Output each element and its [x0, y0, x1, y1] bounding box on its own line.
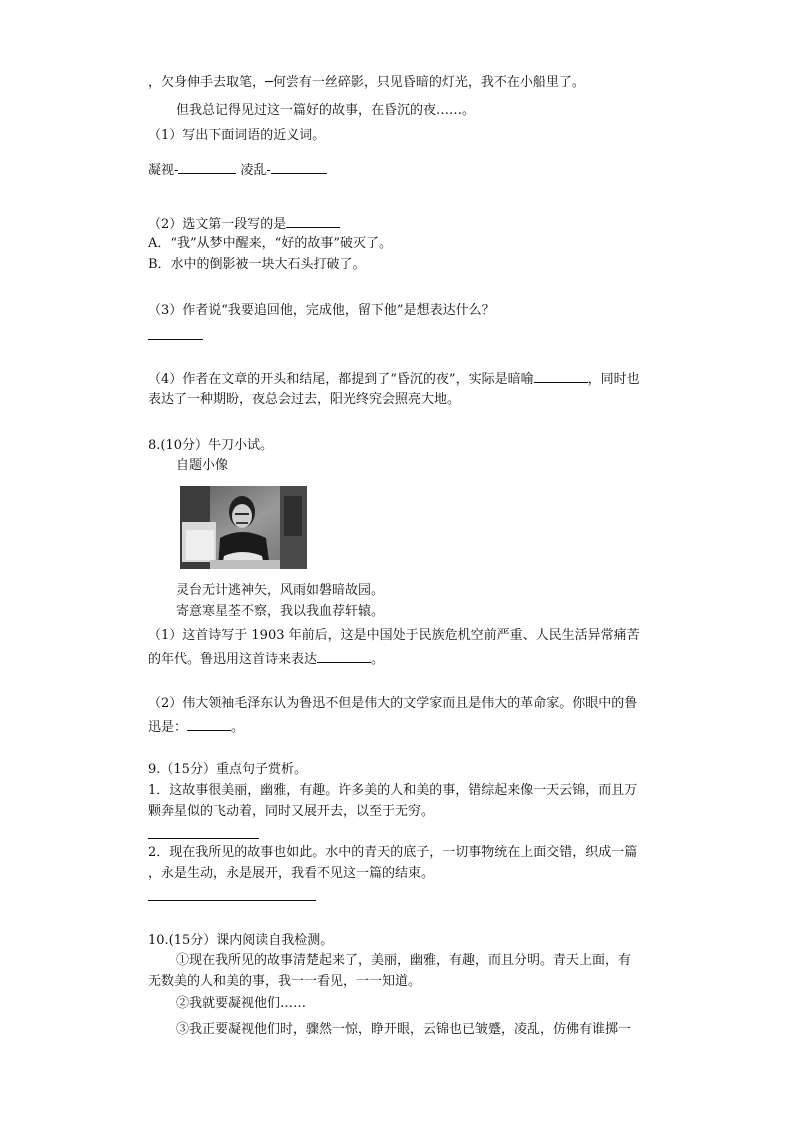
question-heading: 9.（15分）重点句子赏析。 [148, 762, 307, 777]
sentence-item: 2．现在我所见的故事也如此。水中的青天的底子，一切事物统在上面交错，织成一篇 [148, 845, 638, 860]
word-label: 凌乱- [240, 163, 271, 178]
answer-blank[interactable] [317, 650, 371, 663]
prompt-text: 。 [371, 652, 385, 667]
sentence-item: 1．这故事很美丽，幽雅，有趣。许多美的人和美的事，错综起来像一天云锦，而且万 [148, 783, 638, 798]
prompt-text: 的年代。鲁迅用这首诗来表达 [148, 652, 318, 667]
answer-blank[interactable] [187, 718, 231, 731]
portrait-photo [180, 486, 307, 569]
question-prompt: （3）作者说“我要追回他，完成他，留下他”是想表达什么？ [148, 303, 495, 318]
prompt-continuation [148, 650, 384, 668]
answer-blank[interactable] [178, 161, 236, 174]
prompt-text: （4）作者在文章的开头和结尾，都提到了“昏沉的夜”，实际是暗喻 [148, 372, 534, 387]
reading-paragraph: ③我正要凝视他们时，骤然一惊，睁开眼，云锦也已皱蹙，凌乱，仿佛有谁掷一 [176, 1022, 632, 1037]
prompt-text: ，同时也 [587, 372, 640, 387]
poem-title: 自题小像 [176, 458, 229, 473]
question-prompt [148, 215, 340, 233]
reading-paragraph: ②我就要凝视他们…… [176, 996, 307, 1011]
answer-blank[interactable] [534, 370, 588, 383]
word-label: 凝视- [148, 163, 179, 178]
question-prompt: （2）伟大领袖毛泽东认为鲁迅不但是伟大的文学家而且是伟大的革命家。你眼中的鲁 [148, 696, 638, 711]
question-prompt [148, 370, 640, 388]
passage-line: ，欠身伸手去取笔，─何尝有一丝碎影，只见昏暗的灯光，我不在小船里了。 [148, 75, 585, 90]
answer-line[interactable] [148, 838, 259, 839]
poem-line: 寄意寒星荃不察，我以我血荐轩辕。 [176, 604, 385, 619]
answer-line[interactable] [148, 900, 316, 901]
portrait-photo-image [180, 486, 307, 569]
prompt-continuation [148, 718, 244, 736]
answer-blank[interactable] [286, 215, 340, 228]
prompt-continuation: 表达了一种期盼，夜总会过去，阳光终究会照亮大地。 [148, 392, 461, 407]
synonym-row [148, 161, 327, 179]
question-prompt: （1）这首诗写于 1903 年前后，这是中国处于民族危机空前严重、人民生活异常痛苦 [148, 628, 640, 643]
prompt-text: 。 [231, 720, 245, 735]
prompt-text: （2）选文第一段写的是 [148, 217, 287, 232]
question-heading: 8.(10分）牛刀小试。 [148, 438, 274, 453]
poem-line: 灵台无计逃神矢，风雨如磐暗故园。 [176, 583, 385, 598]
answer-line[interactable] [148, 339, 203, 340]
sentence-item: ，永是生动，永是展开，我看不见这一篇的结束。 [148, 866, 435, 881]
option-a: A．“我”从梦中醒来，“好的故事”破灭了。 [148, 236, 392, 251]
question-prompt: （1）写出下面词语的近义词。 [148, 128, 326, 143]
sentence-item: 颗奔星似的飞动着，同时又展开去，以至于无穷。 [148, 804, 435, 819]
reading-paragraph: 无数美的人和美的事，我一一看见，一一知道。 [148, 974, 422, 989]
reading-paragraph: ①现在我所见的故事清楚起来了，美丽，幽雅，有趣，而且分明。青天上面，有 [176, 953, 632, 968]
passage-line: 但我总记得见过这一篇好的故事，在昏沉的夜……。 [176, 103, 476, 118]
option-b: B．水中的倒影被一块大石头打破了。 [148, 257, 366, 272]
answer-blank[interactable] [271, 161, 327, 174]
prompt-text: 迅是： [148, 720, 188, 735]
question-heading: 10.(15分）课内阅读自我检测。 [148, 933, 334, 948]
